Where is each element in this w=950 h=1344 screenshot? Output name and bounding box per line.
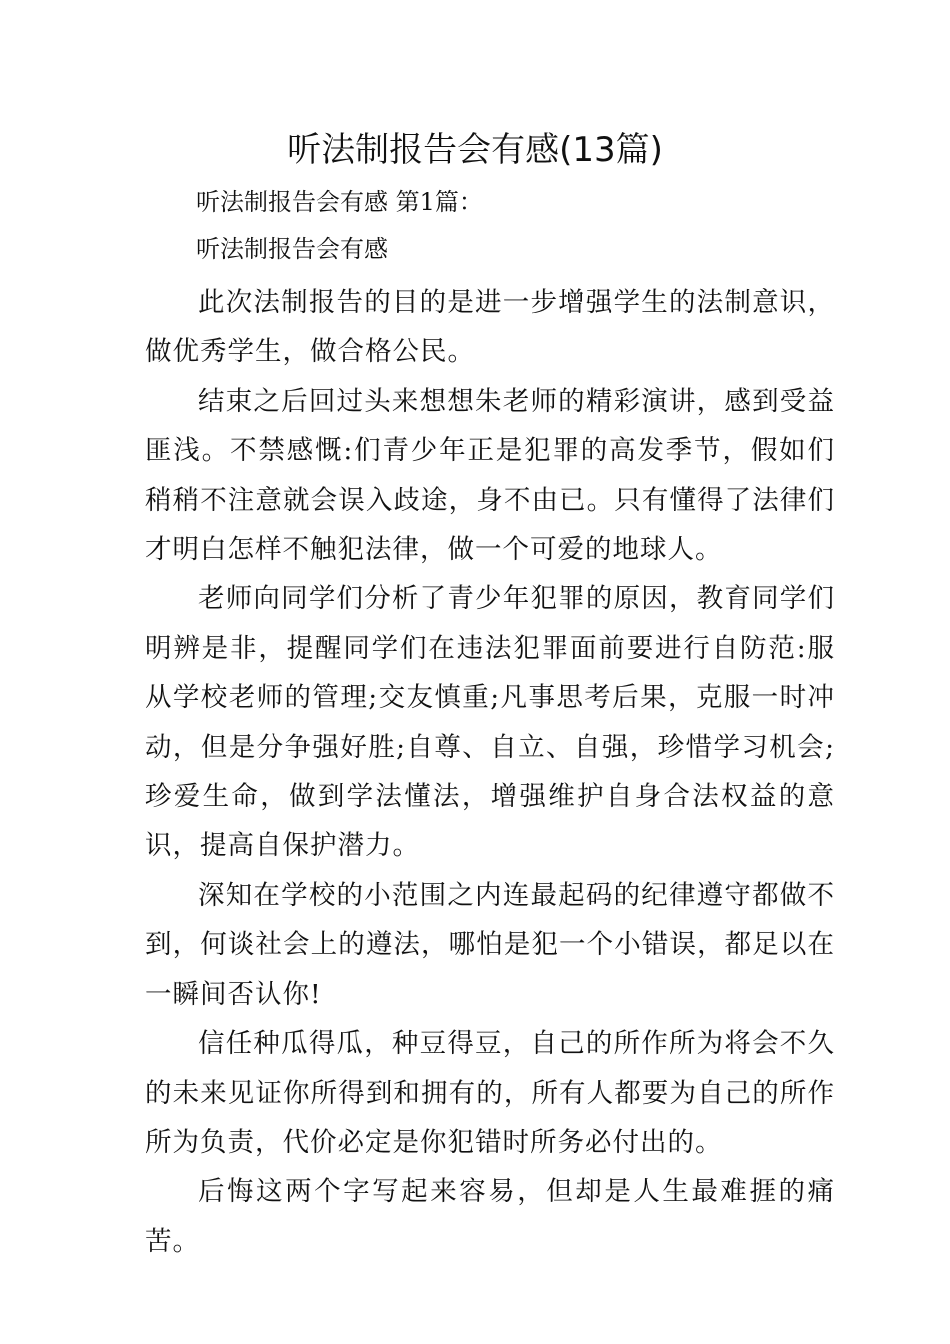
paragraph: 深知在学校的小范围之内连最起码的纪律遵守都做不到，何谈社会上的遵法，哪怕是犯一个小错误，都足以在一瞬间否认你! [145,879,835,1010]
paragraph: 信任种瓜得瓜，种豆得豆，自己的所作所为将会不久的未来见证你所得到和拥有的，所有人都要为自己的所作所为负责，代价必定是你犯错时所务必付出的。 [145,1028,835,1158]
article-title: 听法制报告会有感 [196,235,388,263]
paragraph: 老师向同学们分析了青少年犯罪的原因，教育同学们明辨是非，提醒同学们在违法犯罪面前要进行自防范:服从学校老师的管理;交友慎重;凡事思考后果，克服一时冲动，但是分争强好胜;自尊、自立、自强，珍惜学习机会;珍爱生命，做到学法懂法，增强维护自身合法权益的意识，提高自保护潜力。 [145,583,835,862]
article-body [145,278,835,1266]
paragraph: 结束之后回过头来想想朱老师的精彩演讲，感到受益匪浅。不禁感慨:们青少年正是犯罪的高发季节，假如们稍稍不注意就会误入歧途，身不由已。只有懂得了法律们才明白怎样不触犯法律，做一个可爱的地球人。 [145,385,835,566]
paragraph: 后悔这两个字写起来容易，但却是人生最难捱的痛苦。 [145,1176,835,1257]
document-title: 听法制报告会有感(13篇) [287,130,663,170]
section-heading: 听法制报告会有感 第1篇： [196,188,483,216]
paragraph: 此次法制报告的目的是进一步增强学生的法制意识，做优秀学生，做合格公民。 [145,287,835,368]
